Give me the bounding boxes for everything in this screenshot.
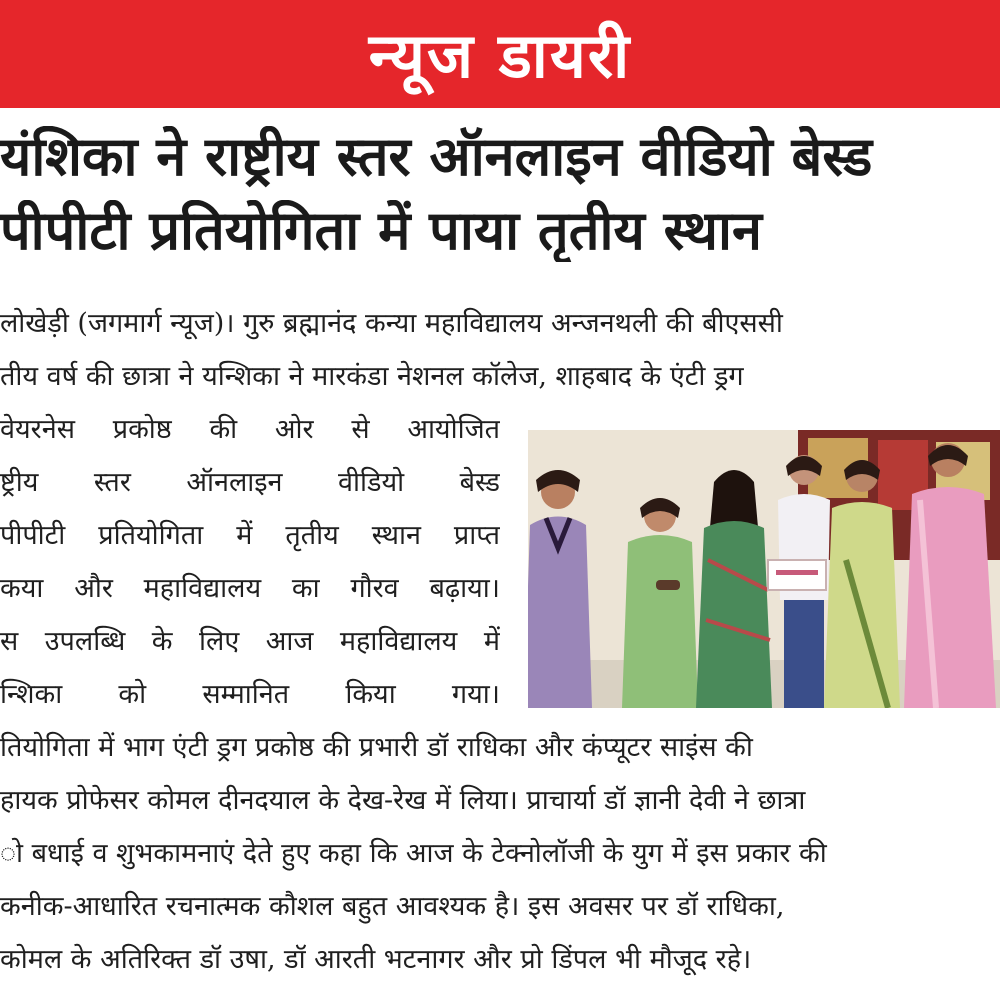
body-line: स उपलब्धि के लिए आज महाविद्यालय में [0,626,500,657]
body-line: ो बधाई व शुभकामनाएं देते हुए कहा कि आज के टेक्नोलॉजी के युग में इस प्रकार की [0,838,827,869]
section-title: न्यूज डायरी [368,19,632,92]
body-line: कया और महाविद्यालय का गौरव बढ़ाया। [0,573,500,604]
body-line: ष्ट्रीय स्तर ऑनलाइन वीडियो बेस्ड [0,467,500,498]
body-line: कोमल के अतिरिक्त डॉ उषा, डॉ आरती भटनागर और प्रो डिंपल भी मौजूद रहे। [0,944,752,975]
headline-line-2: पीपीटी प्रतियोगिता में पाया तृतीय स्थान [0,200,762,262]
body-line: कनीक-आधारित रचनात्मक कौशल बहुत आवश्यक है। इस अवसर पर डॉ राधिका, [0,891,785,922]
body-line: वेयरनेस प्रकोष्ठ की ओर से आयोजित [0,414,500,445]
body-line: न्शिका को सम्मानित किया गया। [0,679,500,710]
body-line: लोखेड़ी (जगमार्ग न्यूज)। गुरु ब्रह्मानंद कन्या महाविद्यालय अन्जनथली की बीएससी [0,308,783,339]
section-banner [0,0,1000,108]
group-photo [528,430,1000,708]
headline-line-1: यंशिका ने राष्ट्रीय स्तर ऑनलाइन वीडियो बेस्ड [0,126,873,188]
body-line: हायक प्रोफेसर कोमल दीनदयाल के देख-रेख में लिया। प्राचार्या डॉ ज्ञानी देवी ने छात्रा [0,785,806,816]
body-line: पीपीटी प्रतियोगिता में तृतीय स्थान प्राप्त [0,520,500,551]
body-line: तियोगिता में भाग एंटी ड्रग प्रकोष्ठ की प्रभारी डॉ राधिका और कंप्यूटर साइंस की [0,732,753,763]
body-line: तीय वर्ष की छात्रा ने यन्शिका ने मारकंडा नेशनल कॉलेज, शाहबाद के एंटी ड्रग [0,361,744,392]
